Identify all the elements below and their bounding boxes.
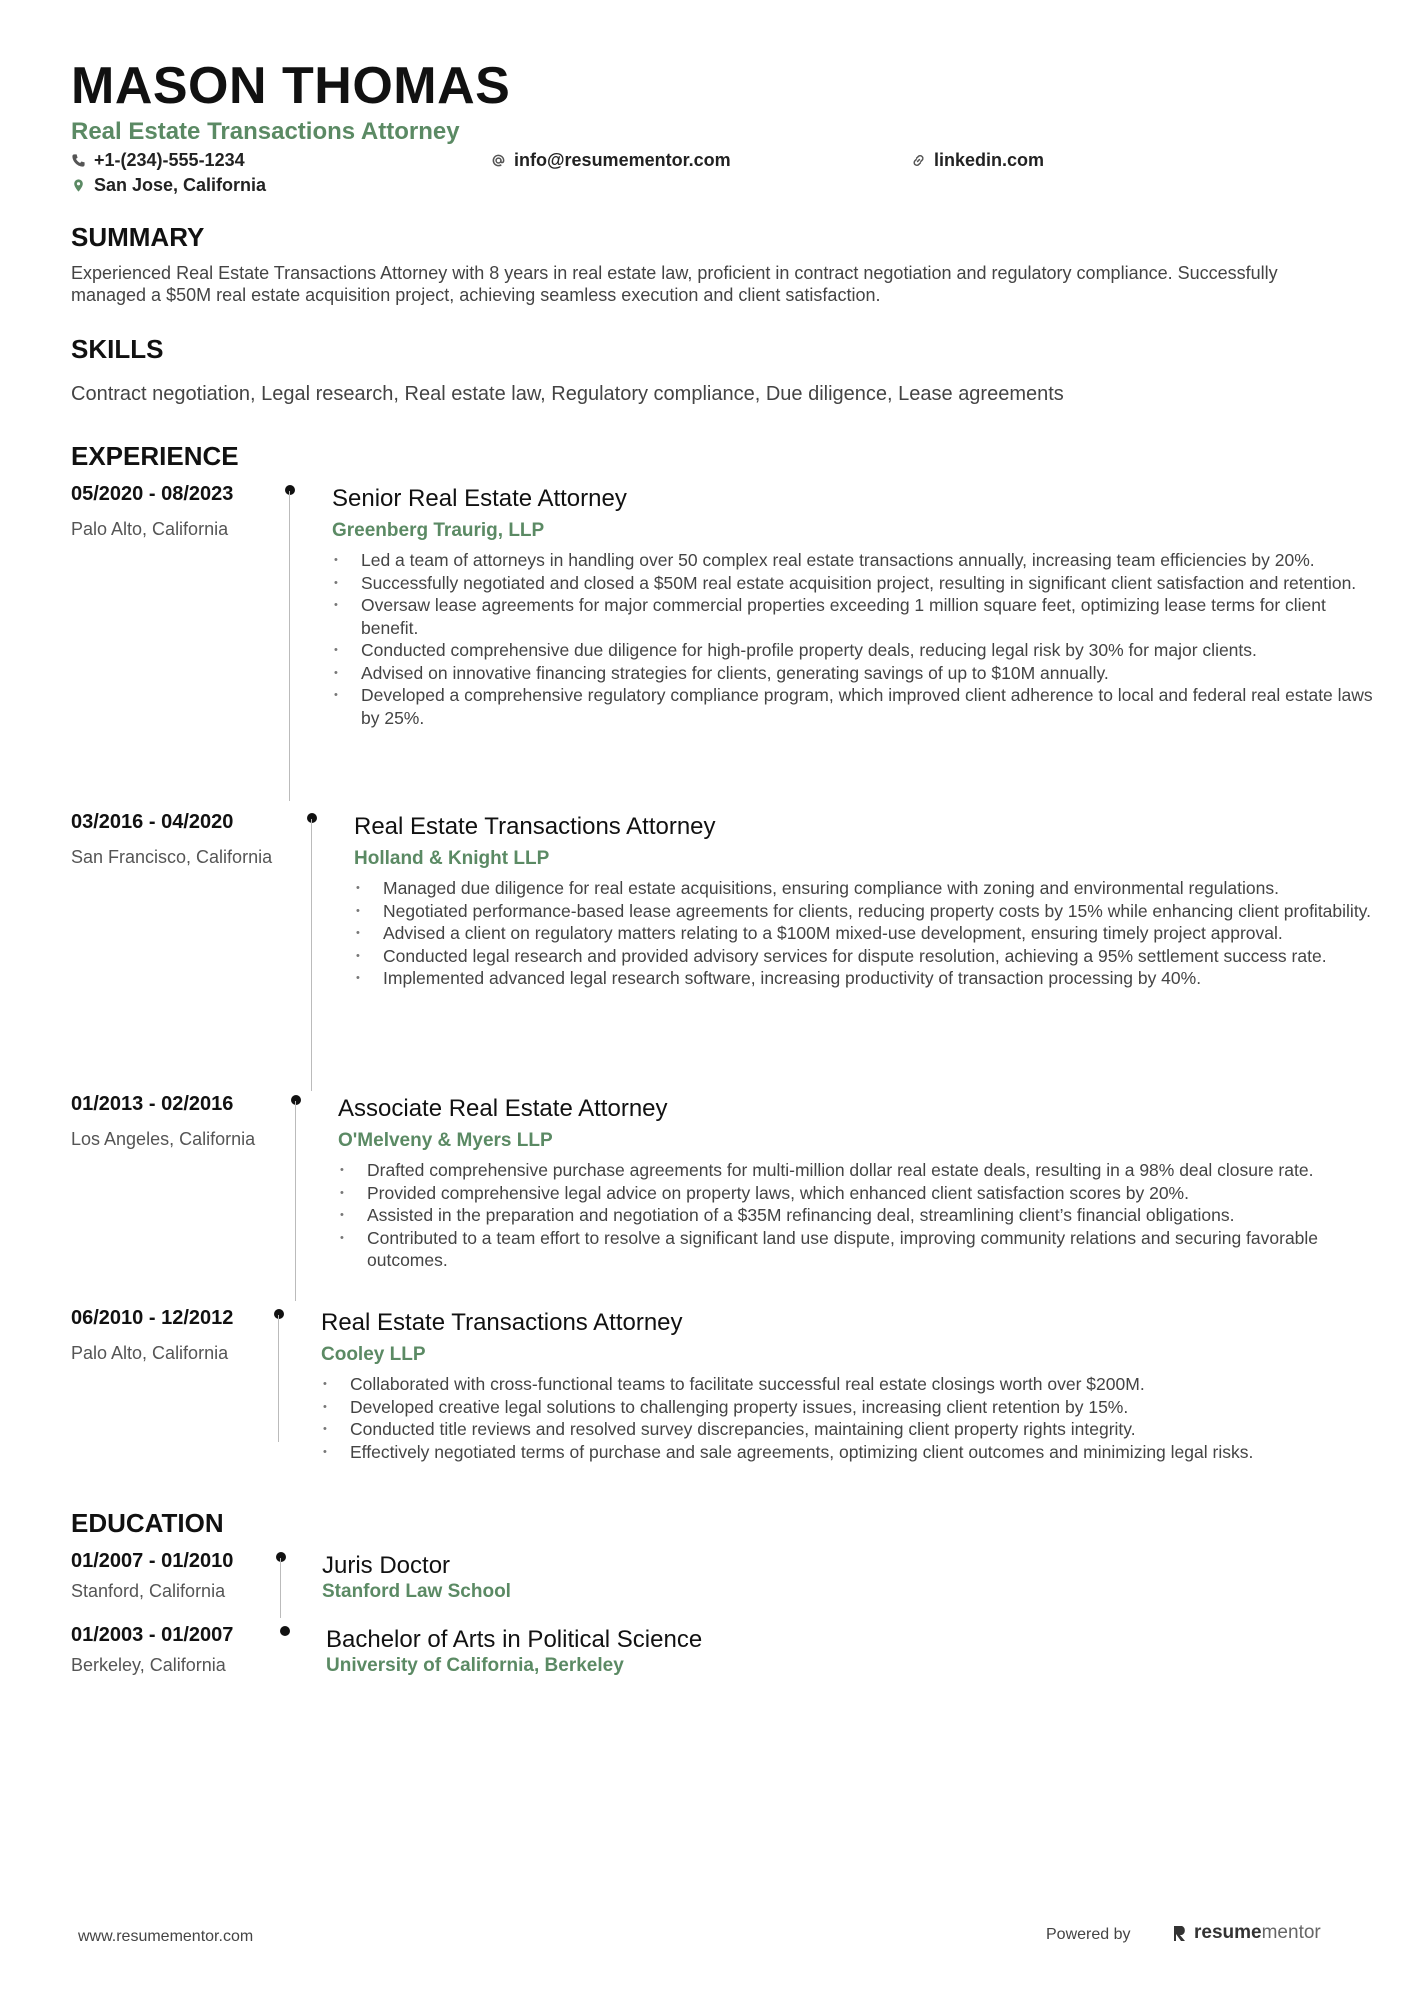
linkedin-link[interactable]: linkedin.com xyxy=(934,150,1045,170)
bullet-item: • Advised a client on regulatory matters relating to a $100M mixed-use development, ensuring timely project approval. xyxy=(354,922,1404,945)
job-dates: 01/2013 - 02/2016 xyxy=(71,1093,234,1115)
bullet-item: • Conducted title reviews and resolved survey discrepancies, maintaining client property rights integrity. xyxy=(321,1418,1371,1441)
job-location: San Francisco, California xyxy=(71,847,273,867)
job-bullets xyxy=(321,1373,1371,1463)
bullet-item: • Managed due diligence for real estate acquisitions, ensuring compliance with zoning and environmental regulations. xyxy=(354,877,1404,900)
brand-name-bold: resume xyxy=(1194,1922,1262,1943)
bullet-item: • Conducted legal research and provided advisory services for dispute resolution, achieving a 95% settlement success rate. xyxy=(354,945,1404,968)
summary-heading: SUMMARY xyxy=(71,222,205,252)
edu-location: Stanford, California xyxy=(71,1581,226,1601)
location-pin-icon xyxy=(71,178,86,193)
timeline-dot xyxy=(276,1552,286,1562)
contact-phone xyxy=(71,150,245,171)
job-bullets xyxy=(338,1159,1388,1272)
edu-dates: 01/2007 - 01/2010 xyxy=(71,1550,234,1572)
footer-powered-by: Powered by xyxy=(1046,1926,1131,1943)
bullet-item: • Led a team of attorneys in handling over 50 complex real estate transactions annually, increasing team efficiencies by 20%. xyxy=(332,549,1382,572)
job-dates: 06/2010 - 12/2012 xyxy=(71,1307,234,1329)
bullet-item: • Advised on innovative financing strategies for clients, generating savings of up to $10M annually. xyxy=(332,662,1382,685)
phone-icon xyxy=(71,153,86,168)
bullet-item: • Implemented advanced legal research software, increasing productivity of transaction processing by 40%. xyxy=(354,967,1404,990)
job-dates: 03/2016 - 04/2020 xyxy=(71,811,234,833)
job-bullets xyxy=(354,877,1404,990)
timeline-dot xyxy=(280,1626,290,1636)
job-title: Associate Real Estate Attorney xyxy=(338,1095,668,1122)
contact-email[interactable] xyxy=(491,150,731,171)
email-link[interactable]: info@resumementor.com xyxy=(514,150,731,170)
bullet-item: • Contributed to a team effort to resolve a significant land use dispute, improving community relations and securing favorable outcomes. xyxy=(338,1227,1388,1272)
edu-degree: Bachelor of Arts in Political Science xyxy=(326,1626,703,1653)
job-title: Real Estate Transactions Attorney xyxy=(354,813,716,840)
brand-name-light: mentor xyxy=(1261,1922,1321,1943)
bullet-item: • Oversaw lease agreements for major commercial properties exceeding 1 million square feet, optimizing lease terms for client benefit. xyxy=(332,594,1382,639)
skills-text: Contract negotiation, Legal research, Real estate law, Regulatory compliance, Due diligence, Lease agreements xyxy=(71,383,1064,405)
timeline-line xyxy=(311,819,312,1091)
bullet-item: • Drafted comprehensive purchase agreements for multi-million dollar real estate deals, resulting in a 98% deal closure rate. xyxy=(338,1159,1388,1182)
bullet-item: • Developed creative legal solutions to challenging property issues, increasing client retention by 15%. xyxy=(321,1396,1371,1419)
bullet-item: • Conducted comprehensive due diligence for high-profile property deals, reducing legal risk by 30% for major clients. xyxy=(332,639,1382,662)
bullet-item: • Negotiated performance-based lease agreements for clients, reducing property costs by 15% while enhancing client profitability. xyxy=(354,900,1404,923)
job-location: Los Angeles, California xyxy=(71,1129,256,1149)
edu-degree: Juris Doctor xyxy=(322,1552,451,1579)
job-bullets xyxy=(332,549,1382,729)
edu-school: Stanford Law School xyxy=(322,1581,511,1602)
bullet-item: • Provided comprehensive legal advice on property laws, which enhanced client satisfaction scores by 20%. xyxy=(338,1182,1388,1205)
education-heading: EDUCATION xyxy=(71,1508,224,1538)
job-title: Senior Real Estate Attorney xyxy=(332,485,627,512)
candidate-name: MASON THOMAS xyxy=(71,57,511,115)
bullet-item: • Successfully negotiated and closed a $50M real estate acquisition project, resulting in significant client satisfaction and retention. xyxy=(332,572,1382,595)
job-company: Cooley LLP xyxy=(321,1344,426,1365)
timeline-line xyxy=(278,1315,279,1442)
edu-dates: 01/2003 - 01/2007 xyxy=(71,1624,234,1646)
summary-text: Experienced Real Estate Transactions Attorney with 8 years in real estate law, proficient in contract negotiation and regulatory compliance. Successfully managed a $50M real estate acquisition project, achieving seamless execution and client satisfaction. xyxy=(71,263,1278,305)
link-icon xyxy=(911,153,926,168)
brand-logo-icon xyxy=(1172,1924,1188,1942)
timeline-line xyxy=(280,1558,281,1618)
footer-website[interactable]: www.resumementor.com xyxy=(78,1928,254,1945)
contact-location xyxy=(71,175,266,196)
footer-brand-logo[interactable] xyxy=(1172,1922,1321,1944)
location-text: San Jose, California xyxy=(94,175,267,195)
edu-location: Berkeley, California xyxy=(71,1655,226,1675)
timeline-line xyxy=(289,491,290,801)
job-company: O'Melveny & Myers LLP xyxy=(338,1130,553,1151)
timeline-line xyxy=(295,1101,296,1301)
phone-text: +1-(234)-555-1234 xyxy=(94,150,245,170)
experience-heading: EXPERIENCE xyxy=(71,441,239,471)
timeline-dot xyxy=(291,1095,301,1105)
skills-heading: SKILLS xyxy=(71,334,164,364)
bullet-item: • Effectively negotiated terms of purchase and sale agreements, optimizing client outcomes and minimizing legal risks. xyxy=(321,1441,1371,1464)
bullet-item: • Assisted in the preparation and negotiation of a $35M refinancing deal, streamlining client’s financial obligations. xyxy=(338,1204,1388,1227)
job-location: Palo Alto, California xyxy=(71,1343,229,1363)
at-icon xyxy=(491,153,506,168)
job-company: Greenberg Traurig, LLP xyxy=(332,520,545,541)
timeline-dot xyxy=(307,813,317,823)
edu-school: University of California, Berkeley xyxy=(326,1655,624,1676)
timeline-dot xyxy=(285,485,295,495)
job-title: Real Estate Transactions Attorney xyxy=(321,1309,683,1336)
job-dates: 05/2020 - 08/2023 xyxy=(71,483,234,505)
job-location: Palo Alto, California xyxy=(71,519,229,539)
candidate-role: Real Estate Transactions Attorney xyxy=(71,118,460,145)
contact-linkedin[interactable] xyxy=(911,150,1044,171)
job-company: Holland & Knight LLP xyxy=(354,848,550,869)
bullet-item: • Collaborated with cross-functional teams to facilitate successful real estate closings worth over $200M. xyxy=(321,1373,1371,1396)
bullet-item: • Developed a comprehensive regulatory compliance program, which improved client adherence to local and federal real estate laws by 25%. xyxy=(332,684,1382,729)
timeline-dot xyxy=(274,1309,284,1319)
